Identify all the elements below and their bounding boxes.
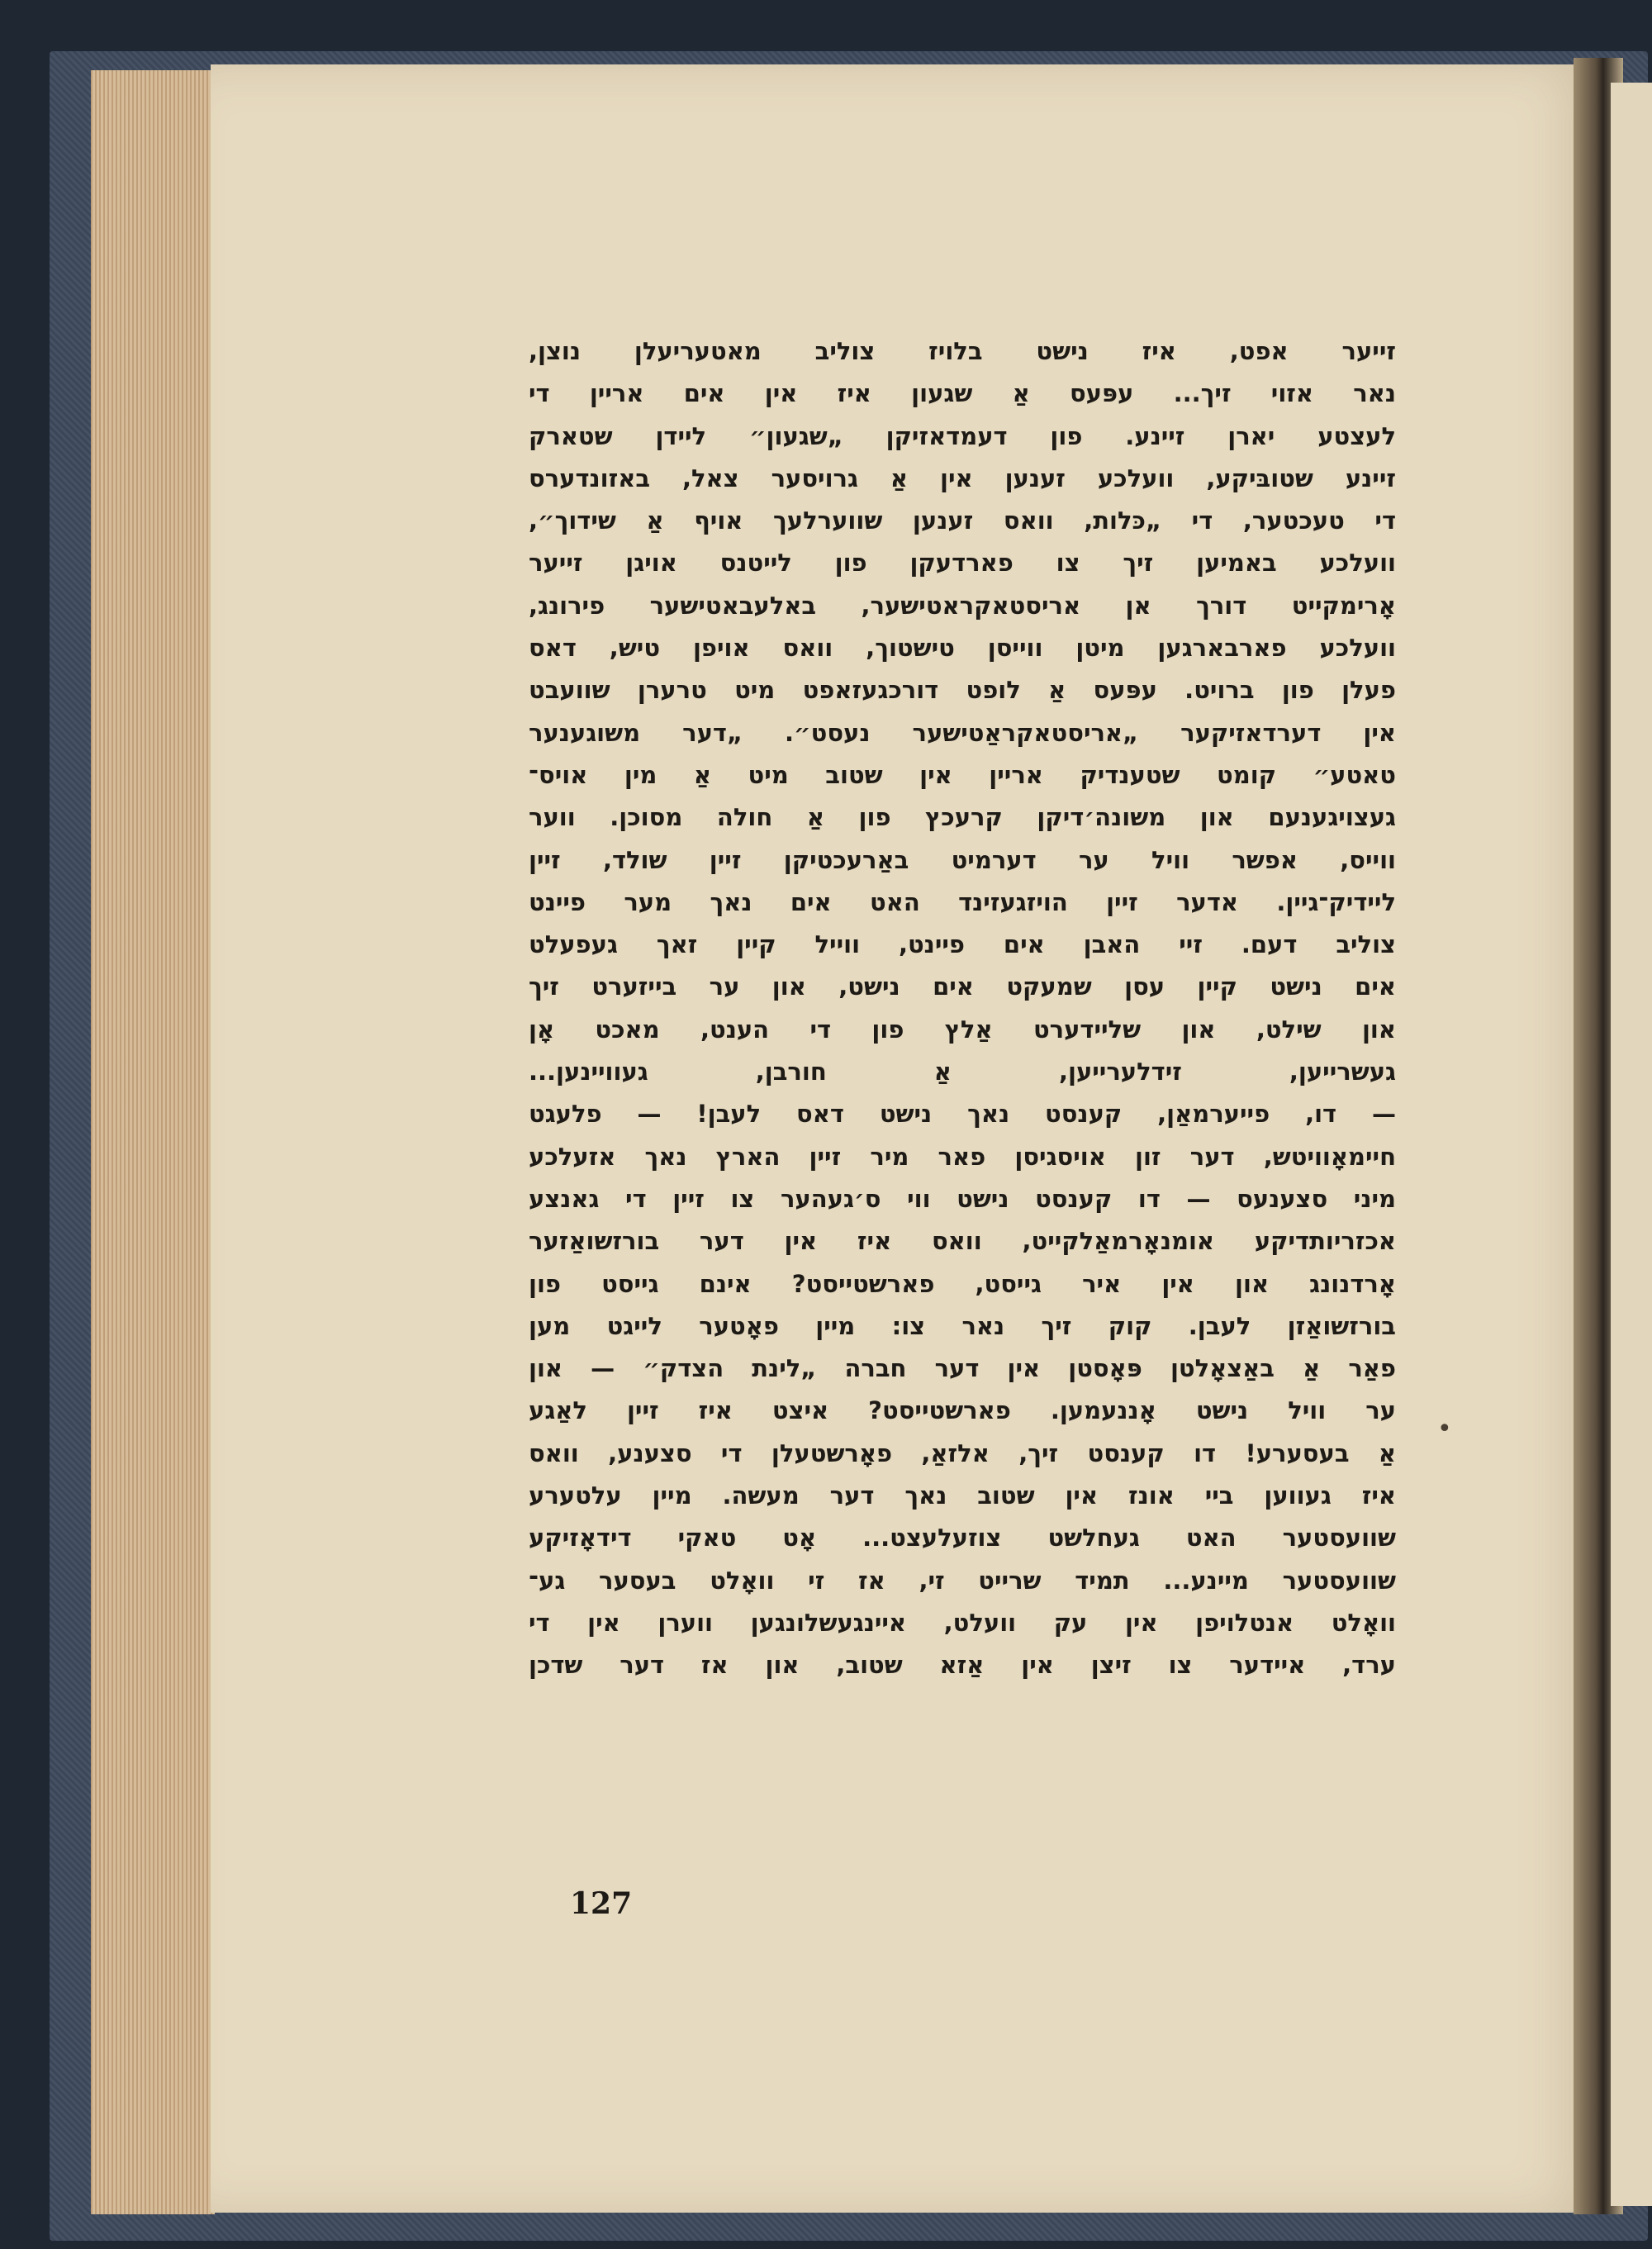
text-line: שוועסטער מיינע... תמיד שרייט זי, אז זי וואָלט בעסער גע־ [529,1566,1396,1595]
text-line: זיינע שטובּיקע, וועלכע זענען אין אַ גרויסער צאל, באזונדערס [529,464,1396,492]
text-line: נאר אזוי זיך... עפּעס אַ שגעון איז אין אים אריין די [529,379,1396,408]
text-line: ערד, איידער צו זיצן אין אַזא שטוב, און אז דער שדכן [529,1651,1396,1680]
text-line: וואָלט אנטלויפן אין עק וועלט, איינגעשלונגען ווערן אין די [529,1608,1396,1637]
text-line: בורזשואַזן לעבן. קוק זיך נאר צו: מיין פאָטער לייגט מען [529,1311,1396,1340]
text-line: — דו, פייערמאַן, קענסט נאך נישט דאס לעבן! — פלעגט [529,1100,1396,1129]
text-line: אין דערדאזיקער „אריסטאקראַטישער נעסט״. „דער משוגענער [529,718,1396,747]
margin-mark: • [1437,1415,1452,1443]
text-line: מיני סצענעס — דו קענסט נישט ווי ס׳געהער צו זיין די גאנצע [529,1184,1396,1213]
text-line: ווייס, אפשר וויל ער דערמיט באַרעכטיקן זיין שולד, זיין [529,845,1396,874]
text-line: וועלכע באמיען זיך צו פארדעקן פון לייטנס אויגן זייער [529,549,1396,578]
text-line: זייער אפט, איז נישט בלויז צוליב מאטעריעלן נוצן, [529,337,1396,365]
text-line: שוועסטער האט געחלשט צוזעלעצט... אָט טאקי דידאָזיקע [529,1524,1396,1552]
text-line: אָרימקייט דורך אן אריסטאקראטישער, באלעבאטישער פירונג, [529,591,1396,620]
text-line: געשרייען, זידלערייען, אַ חורבן, געוויינען... [529,1058,1396,1086]
text-line: און שילט, און שליידערט אַלץ פון די הענט, מאכט אָן [529,1015,1396,1044]
text-line: ליידיק־גיין. אדער זיין הויזגעזינד האט אים נאך מער פיינט [529,887,1396,916]
page-edges [91,70,215,2214]
text-line: לעצטע יארן זיינע. פון דעמדאזיקן „שגעון״ ליידן שטארק [529,421,1396,450]
facing-page-edge [1611,83,1652,2206]
page-number: 127 [570,1886,633,1921]
text-line: אכזריותדיקע אומנאָרמאַלקייט, וואס איז אין דער בורזשואַזער [529,1227,1396,1256]
text-line: טאטע״ קומט שטענדיק אריין אין שטוב מיט אַ מין אויס־ [529,760,1396,789]
text-line: געצויגענעם און משונה׳דיקן קרעכץ פון אַ חולה מסוכן. ווער [529,803,1396,832]
text-line: ער וויל נישט אָננעמען. פארשטייסט? איצט איז זיין לאַגע [529,1396,1396,1425]
text-line: וועלכע פארבארגען מיטן ווייסן טישטוך, וואס אויפן טיש, דאס [529,634,1396,663]
text-line: פעלן פון ברויט. עפּעס אַ לופט דורכגעזאפט מיט טרערן שוועבט [529,676,1396,705]
body-text [529,330,1396,1687]
text-line: צוליב דעם. זיי האבן אים פיינט, ווייל קיין זאך געפעלט [529,930,1396,959]
text-line: איז געווען ביי אונז אין שטוב נאך דער מעשה. מיין עלטערע [529,1481,1396,1510]
text-line: חיימאָוויטש, דער זון אויסגיסן פאר מיר זיין הארץ נאך אזעלכע [529,1142,1396,1171]
text-line: די טעכטער, די „כּלות, וואס זענען שווערלעך אויף אַ שידוך״, [529,506,1396,535]
text-line: אים נישט קיין עסן שמעקט אים נישט, און ער בייזערט זיך [529,972,1396,1001]
text-line: אָרדנונג און אין איר גייסט, פארשטייסט? אינם גייסט פון [529,1269,1396,1298]
text-line: פאַר אַ באַצאָלטן פּאָסטן אין דער חברה „לינת הצדק״ — און [529,1354,1396,1383]
text-line: אַ בעסערע! דו קענסט זיך, אלזאַ, פאָרשטעלן די סצענע, וואס [529,1438,1396,1467]
